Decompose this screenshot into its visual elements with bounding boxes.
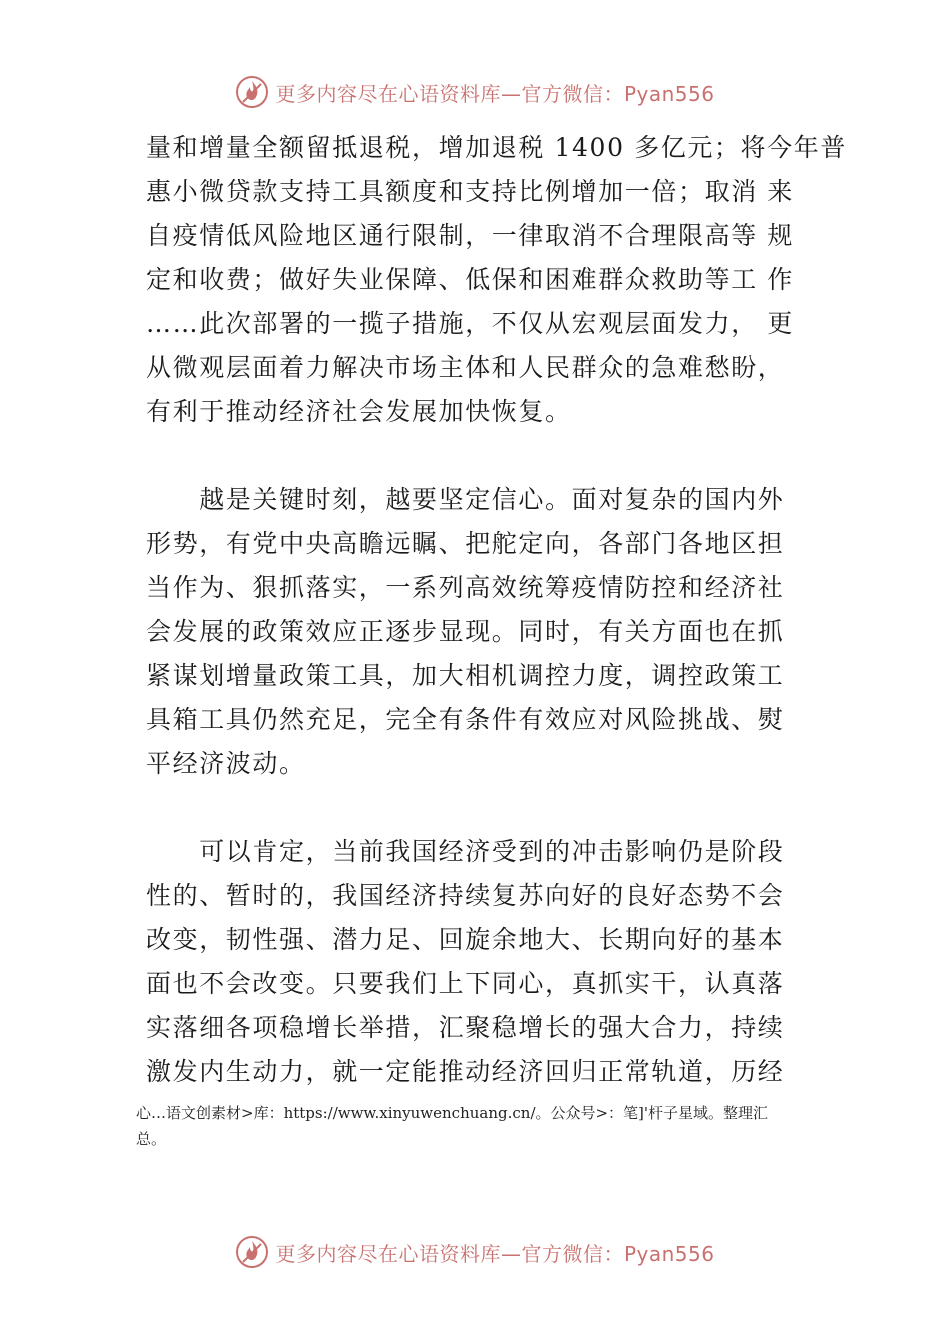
text-line: 当作为、狠抓落实，一系列高效统筹疫情防控和经济社: [146, 573, 785, 602]
paragraph-gap: [146, 434, 836, 478]
text-line: 惠小微贷款支持工具额度和支持比例增加一倍；取消 来: [146, 177, 794, 206]
text-line: 从微观层面着力解决市场主体和人民群众的急难愁盼，: [146, 353, 785, 382]
text-line: 可以肯定，当前我国经济受到的冲击影响仍是阶段: [146, 837, 785, 866]
text-line: 有利于推动经济社会发展加快恢复。: [146, 397, 572, 426]
text-line: 定和收费；做好失业保障、低保和困难群众救助等工 作: [146, 265, 794, 294]
paragraph-gap: [146, 786, 836, 830]
paragraph-2: [146, 478, 836, 786]
text-line: 平经济波动。: [146, 749, 306, 778]
footnote-line: 总。: [136, 1130, 167, 1148]
text-line: 量和增量全额留抵退税，增加退税 1400 多亿元；将今年普: [146, 133, 847, 162]
footer-banner-text: 更多内容尽在心语资料库—官方微信：Pyan556: [275, 1241, 715, 1266]
text-line: 形势，有党中央高瞻远瞩、把舵定向，各部门各地区担: [146, 529, 785, 558]
text-line: 紧谋划增量政策工具，加大相机调控力度，调控政策工: [146, 661, 785, 690]
text-line: 实落细各项稳增长举措，汇聚稳增长的强大合力，持续: [146, 1013, 785, 1042]
text-line: 性的、暂时的，我国经济持续复苏向好的良好态势不会: [146, 881, 785, 910]
text-line: 自疫情低风险地区通行限制，一律取消不合理限高等 规: [146, 221, 794, 250]
text-line: ……此次部署的一揽子措施，不仅从宏观层面发力， 更: [146, 309, 794, 338]
header-banner: [0, 70, 950, 114]
header-banner-text: 更多内容尽在心语资料库—官方微信：Pyan556: [275, 81, 715, 106]
text-line: 激发内生动力，就一定能推动经济回归正常轨道，历经: [146, 1057, 785, 1086]
text-line: 改变，韧性强、潜力足、回旋余地大、长期向好的基本: [146, 925, 785, 954]
paragraph-3: [146, 830, 836, 1094]
paragraph-1: [146, 126, 847, 434]
fire-logo-icon: [235, 1235, 269, 1269]
text-line: 具箱工具仍然充足，完全有条件有效应对风险挑战、熨: [146, 705, 785, 734]
text-line: 越是关键时刻，越要坚定信心。面对复杂的国内外: [146, 485, 785, 514]
source-footnote: [136, 1100, 846, 1152]
fire-logo-icon: [235, 75, 269, 109]
document-body: [146, 126, 847, 1094]
footer-banner: [0, 1230, 950, 1274]
text-line: 会发展的政策效应正逐步显现。同时，有关方面也在抓: [146, 617, 785, 646]
footnote-line: 心…语文创素材>库：https://www.xinyuwenchuang.cn/。公众号>：笔]'杆子星域。整理汇: [136, 1104, 769, 1122]
text-line: 面也不会改变。只要我们上下同心，真抓实干，认真落: [146, 969, 785, 998]
